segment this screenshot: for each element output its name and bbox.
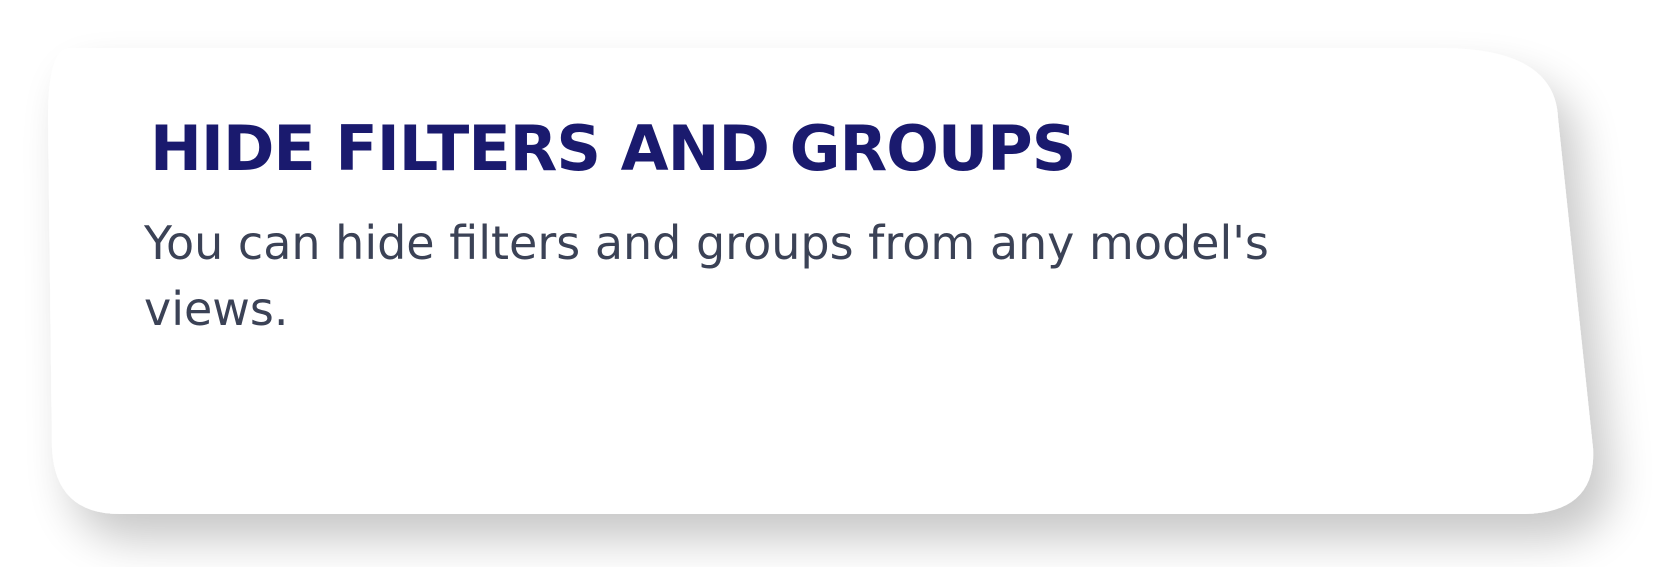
card-description: You can hide filters and groups from any model's views.	[144, 216, 1269, 336]
card-content	[144, 112, 1420, 342]
card-title: HIDE FILTERS AND GROUPS	[150, 112, 1076, 185]
